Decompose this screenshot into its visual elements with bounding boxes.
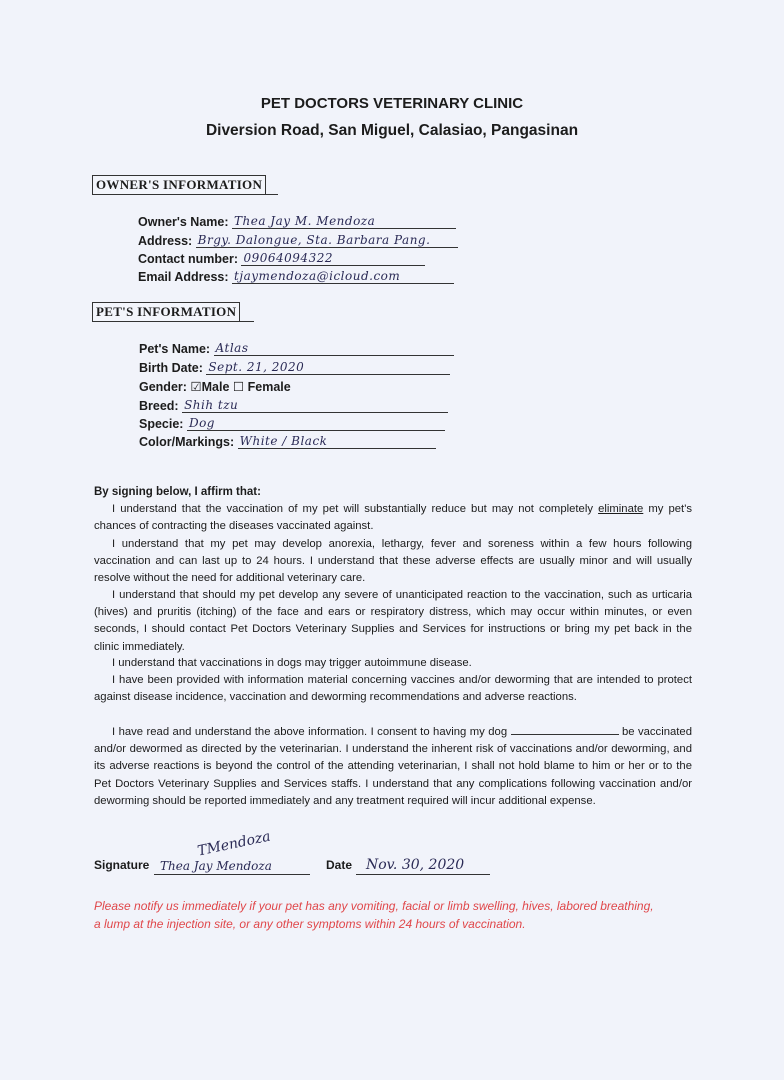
owner-name-field <box>138 214 456 229</box>
p6-text-a: I have read and understand the above information. I consent to having my dog <box>112 726 508 738</box>
address-label: Address: <box>138 234 193 248</box>
address-line[interactable] <box>196 233 458 248</box>
gender-field <box>139 379 291 394</box>
contact-label: Contact number: <box>138 252 238 266</box>
email-value: tjaymendoza@icloud.com <box>234 269 401 283</box>
specie-label: Specie: <box>139 417 184 431</box>
email-field <box>138 269 454 284</box>
color-label: Color/Markings: <box>139 435 235 449</box>
female-checkbox[interactable]: ☐ <box>232 380 245 394</box>
affirmation-paragraph-3: I understand that should my pet develop any severe of unanticipated reaction to the vaccination, such as urticaria (hives) and pruritis (itching) of the face and ears or respiratory distress, which may occur within minutes, or even seconds, I should contact Pet Doctors Veterinary Supplies and Services for instructions or bring my pet back in the clinic immediately. <box>94 589 692 653</box>
breed-label: Breed: <box>139 399 179 413</box>
affirmation-paragraph-6 <box>94 724 692 810</box>
affirmation-paragraph-2: I understand that my pet may develop anorexia, lethargy, fever and soreness within a few hours following vaccination and can last up to 24 hours. I understand that these adverse effects are usually minor and will usually resolve without the need for additional veterinary care. <box>94 538 692 585</box>
gender-label: Gender: <box>139 380 187 394</box>
p1-text-a: I understand that the vaccination of my pet will substantially reduce but may not completely <box>112 503 593 515</box>
breed-line[interactable] <box>182 398 448 413</box>
breed-value: Shih tzu <box>184 398 239 412</box>
affirmation-paragraph-1 <box>94 501 692 535</box>
signature-scribble: TMendoza <box>196 828 272 860</box>
dog-name-blank[interactable] <box>511 724 619 735</box>
contact-value: 09064094322 <box>243 251 333 265</box>
male-checkbox[interactable]: ☑ <box>190 380 202 394</box>
p1-text-b: my pet's chances of contracting the diseases vaccinated against. <box>94 503 692 533</box>
date-label: Date <box>326 858 353 872</box>
clinic-address: Diversion Road, San Miguel, Calasiao, Pangasinan <box>205 122 579 139</box>
birth-date-value: Sept. 21, 2020 <box>208 360 305 374</box>
specie-field <box>139 416 445 431</box>
owner-name-label: Owner's Name: <box>138 215 229 229</box>
pet-name-line[interactable] <box>214 341 454 356</box>
pet-section-rule <box>92 321 254 322</box>
color-line[interactable] <box>238 434 436 449</box>
pet-name-label: Pet's Name: <box>139 342 211 356</box>
pet-name-value: Atlas <box>215 341 249 355</box>
affirmation-heading: By signing below, I affirm that: <box>94 486 261 498</box>
color-field <box>139 434 436 449</box>
owner-name-line[interactable] <box>232 214 456 229</box>
email-line[interactable] <box>232 269 454 284</box>
pet-name-field <box>139 341 454 356</box>
affirmation-paragraph-4: I understand that vaccinations in dogs may trigger autoimmune disease. <box>112 657 472 669</box>
male-label: Male <box>201 380 230 394</box>
affirmation-paragraph-5: I have been provided with information material concerning vaccines and/or deworming that are intended to protect against disease incidence, vaccination and deworming recommendations and adverse reactions. <box>94 674 692 704</box>
color-value: White / Black <box>239 434 328 448</box>
email-label: Email Address: <box>138 270 229 284</box>
contact-field <box>138 251 425 266</box>
female-label: Female <box>247 380 291 394</box>
notice-text: Please notify us immediately if your pet has any vomiting, facial or limb swelling, hives, labored breathing, a lump at the injection site, or any other symptoms within 24 hours of vaccination. <box>94 899 654 931</box>
clinic-name: PET DOCTORS VETERINARY CLINIC <box>260 95 524 112</box>
address-value: Brgy. Dalongue, Sta. Barbara Pang. <box>197 233 431 247</box>
birth-date-line[interactable] <box>206 360 450 375</box>
address-field <box>138 233 458 248</box>
contact-line[interactable] <box>241 251 425 266</box>
specie-value: Dog <box>188 416 215 430</box>
birth-date-label: Birth Date: <box>139 361 203 375</box>
breed-field <box>139 398 448 413</box>
pet-section-title: PET'S INFORMATION <box>92 302 240 322</box>
birth-date-field <box>139 360 450 375</box>
date-value: Nov. 30, 2020 <box>366 857 465 873</box>
owner-section-rule <box>92 194 278 195</box>
specie-line[interactable] <box>187 416 445 431</box>
signature-label: Signature <box>94 858 150 872</box>
p1-underline: eliminate <box>598 503 644 515</box>
owner-section-title: OWNER'S INFORMATION <box>92 175 266 195</box>
p6-text-b: be vaccinated and/or dewormed as directed by the veterinarian. I understand the inherent risk of vaccinations and/or deworming, and its adverse reactions is beyond the control of the attending veterinarian, I shall not hold blame to him or her or to the Pet Doctors Veterinary Supplies and Services staffs. I understand that any complications following vaccination and/or deworming should be reported immediately and any treatment required will incur additional expense. <box>94 726 692 807</box>
signature-value: Thea Jay Mendoza <box>160 859 272 873</box>
owner-name-value: Thea Jay M. Mendoza <box>234 214 376 228</box>
